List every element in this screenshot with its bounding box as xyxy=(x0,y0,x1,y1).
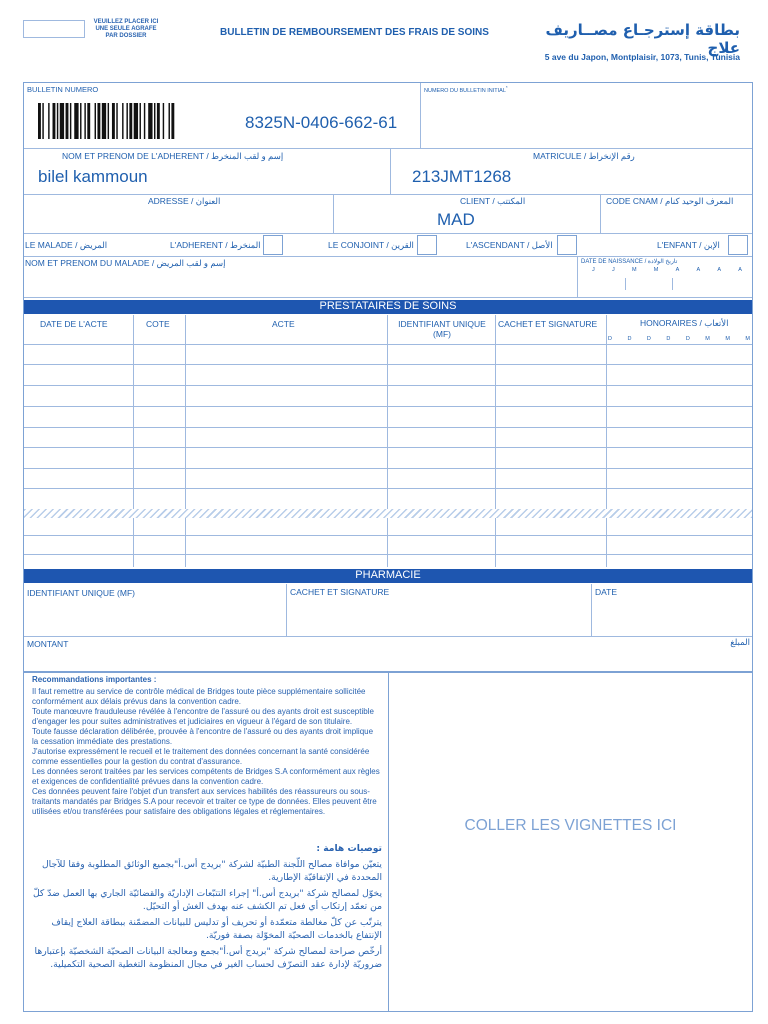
bulletin-number-value: 8325N-0406-662-61 xyxy=(245,113,398,132)
col-identifiant: IDENTIFIANT UNIQUE (MF) xyxy=(398,319,486,339)
montant-label-ar: المبلغ xyxy=(730,638,750,648)
col-cachet: CACHET ET SIGNATURE xyxy=(498,319,598,329)
cnam-label: CODE CNAM / المعرف الوحيد كنام xyxy=(606,196,734,206)
recommendations-ar: توصيات هامة : يتعيّن موافاة مصالح اللّجنة الطبيّة لشركة "بريدج أس.أ"بجميع الوثائق المطلوبة وفقا للآجال المحددة في الإتفاقيّة الإطارية. يخوّل لمصالح شركة "بريدج أس.أ" إجراء التتبّعات الإداريّة والقضائيّة الجاري بها العمل ضدّ كلّ من تعمّد إرتكاب أي فعل تم الكشف عنه بهدف الغش أو التحيّل. يترتّب عن كلّ مغالطة متعمّدة أو تحريف أو تدليس للبيانات المضمّنة ببطاقة العلاج إيقاف الإنتفاع بالخدمات الصحيّة المخوّلة بصفة فوريّة. أرخّص صراحة لمصالح شركة "بريدج أس.أ"بجمع ومعالجة البيانات الصحيّة الشخصيّة بإعتبارها ضروريّة لإدارة عقد التصرّف لحساب الغير في مجال المنظومة التغطية الصحية التكميلية. xyxy=(32,843,382,970)
company-address: 5 ave du Japon, Montplaisir, 1073, Tunis, Tunisia xyxy=(544,52,740,62)
dob-label: DATE DE NAISSANCE / تاريخ الولادة xyxy=(581,259,678,265)
client-value[interactable]: MAD xyxy=(437,210,475,229)
staple-box xyxy=(23,20,85,38)
adresse-label: ADRESSE / العنوان xyxy=(148,196,221,206)
option-adherent-label: L'ADHERENT / المنخرط xyxy=(170,240,261,250)
col-date-acte: DATE DE L'ACTE xyxy=(40,319,108,329)
option-conjoint-checkbox[interactable] xyxy=(417,235,437,255)
recommendations-title-ar: توصيات هامة : xyxy=(316,843,382,854)
matricule-value[interactable]: 213JMT1268 xyxy=(412,167,512,186)
option-adherent-checkbox[interactable] xyxy=(263,235,283,255)
initial-bulletin-label: NUMERO DU BULLETIN INITIAL* xyxy=(424,85,508,94)
option-ascendant-label: L'ASCENDANT / الأصل xyxy=(466,240,553,250)
staple-note: VEUILLEZ PLACER ICI UNE SEULE AGRAFE PAR DOSSIER xyxy=(93,19,159,39)
option-conjoint-label: LE CONJOINT / القرين xyxy=(328,240,414,250)
col-acte: ACTE xyxy=(272,319,295,329)
adherent-name-value[interactable]: bilel kammoun xyxy=(38,167,148,186)
recommendations-title: Recommandations importantes : xyxy=(32,675,157,684)
bulletin-number-label: BULLETIN NUMERO xyxy=(27,85,99,94)
adherent-name-label: NOM ET PRENOM DE L'ADHERENT / إسم و لقب المنخرط xyxy=(62,151,284,161)
hatched-separator xyxy=(24,509,752,518)
recommendations-text: Recommandations importantes : Il faut remettre au service de contrôle médical de Bridges toute pièce supplémentaire sollicitée conformément aux délais prévus dans la convention cadre. Toute manœuvre frauduleuse révélée à l'encontre de l'assuré ou des ayants droit est susceptible d'engager les pour suites administratives et judiciaires en vigueur à l'égard de son titulaire. Toute fausse déclaration délibérée, prouvée à l'encontre de l'assuré ou des ayants droit implique la cessation immédiate des prestations. J'autorise expressément le recueil et le traitement des données concernant la santé considérée comme essentielles pour la gestion du contrat d'assurance. Les données seront traitées par les services compétents de Bridges S.A conformément aux règles et exigences de confidentialité prévues dans la convention cadre. Ces données peuvent faire l'objet d'un transfert aux services habilités des réassureurs ou sous-traitants mandatés par Bridges S.A pour recevoir et traiter ce type de données. Elles peuvent être utilisées et/ou transférées pour satisfaire des obligations légales et réglementaires. xyxy=(32,675,380,816)
client-label: CLIENT / المكتتب xyxy=(460,196,526,206)
barcode-icon xyxy=(38,103,218,139)
montant-label: MONTANT xyxy=(27,639,69,649)
option-ascendant-checkbox[interactable] xyxy=(557,235,577,255)
matricule-label: MATRICULE / رقم الإنخراط xyxy=(533,151,635,161)
malade-name-label: NOM ET PRENOM DU MALADE / إسم و لقب المريض xyxy=(25,258,226,268)
malade-label: LE MALADE / المريض xyxy=(25,240,108,250)
vignettes-box xyxy=(388,672,753,1012)
pharmacie-identifiant-label: IDENTIFIANT UNIQUE (MF) xyxy=(27,588,135,598)
pharmacie-band: PHARMACIE xyxy=(24,569,752,583)
form-title-fr: BULLETIN DE REMBOURSEMENT DES FRAIS DE SOINS xyxy=(220,27,489,38)
pharmacie-date-label: DATE xyxy=(595,587,618,597)
form-title-ar: بطاقة إسترجـاع مصــاريف علاج xyxy=(545,21,740,57)
option-enfant-label: L'ENFANT / الإبن xyxy=(657,240,720,250)
dob-format: J J M M A A A A xyxy=(592,267,742,273)
col-cote: COTE xyxy=(146,319,170,329)
option-enfant-checkbox[interactable] xyxy=(728,235,748,255)
pharmacie-cachet-label: CACHET ET SIGNATURE xyxy=(290,587,390,597)
col-honoraires: HONORAIRES / الأتعاب xyxy=(640,318,729,328)
honoraires-digits: D D D D D M M M xyxy=(608,336,750,342)
vignettes-label: COLLER LES VIGNETTES ICI xyxy=(464,817,677,834)
prestataires-band: PRESTATAIRES DE SOINS xyxy=(24,300,752,314)
